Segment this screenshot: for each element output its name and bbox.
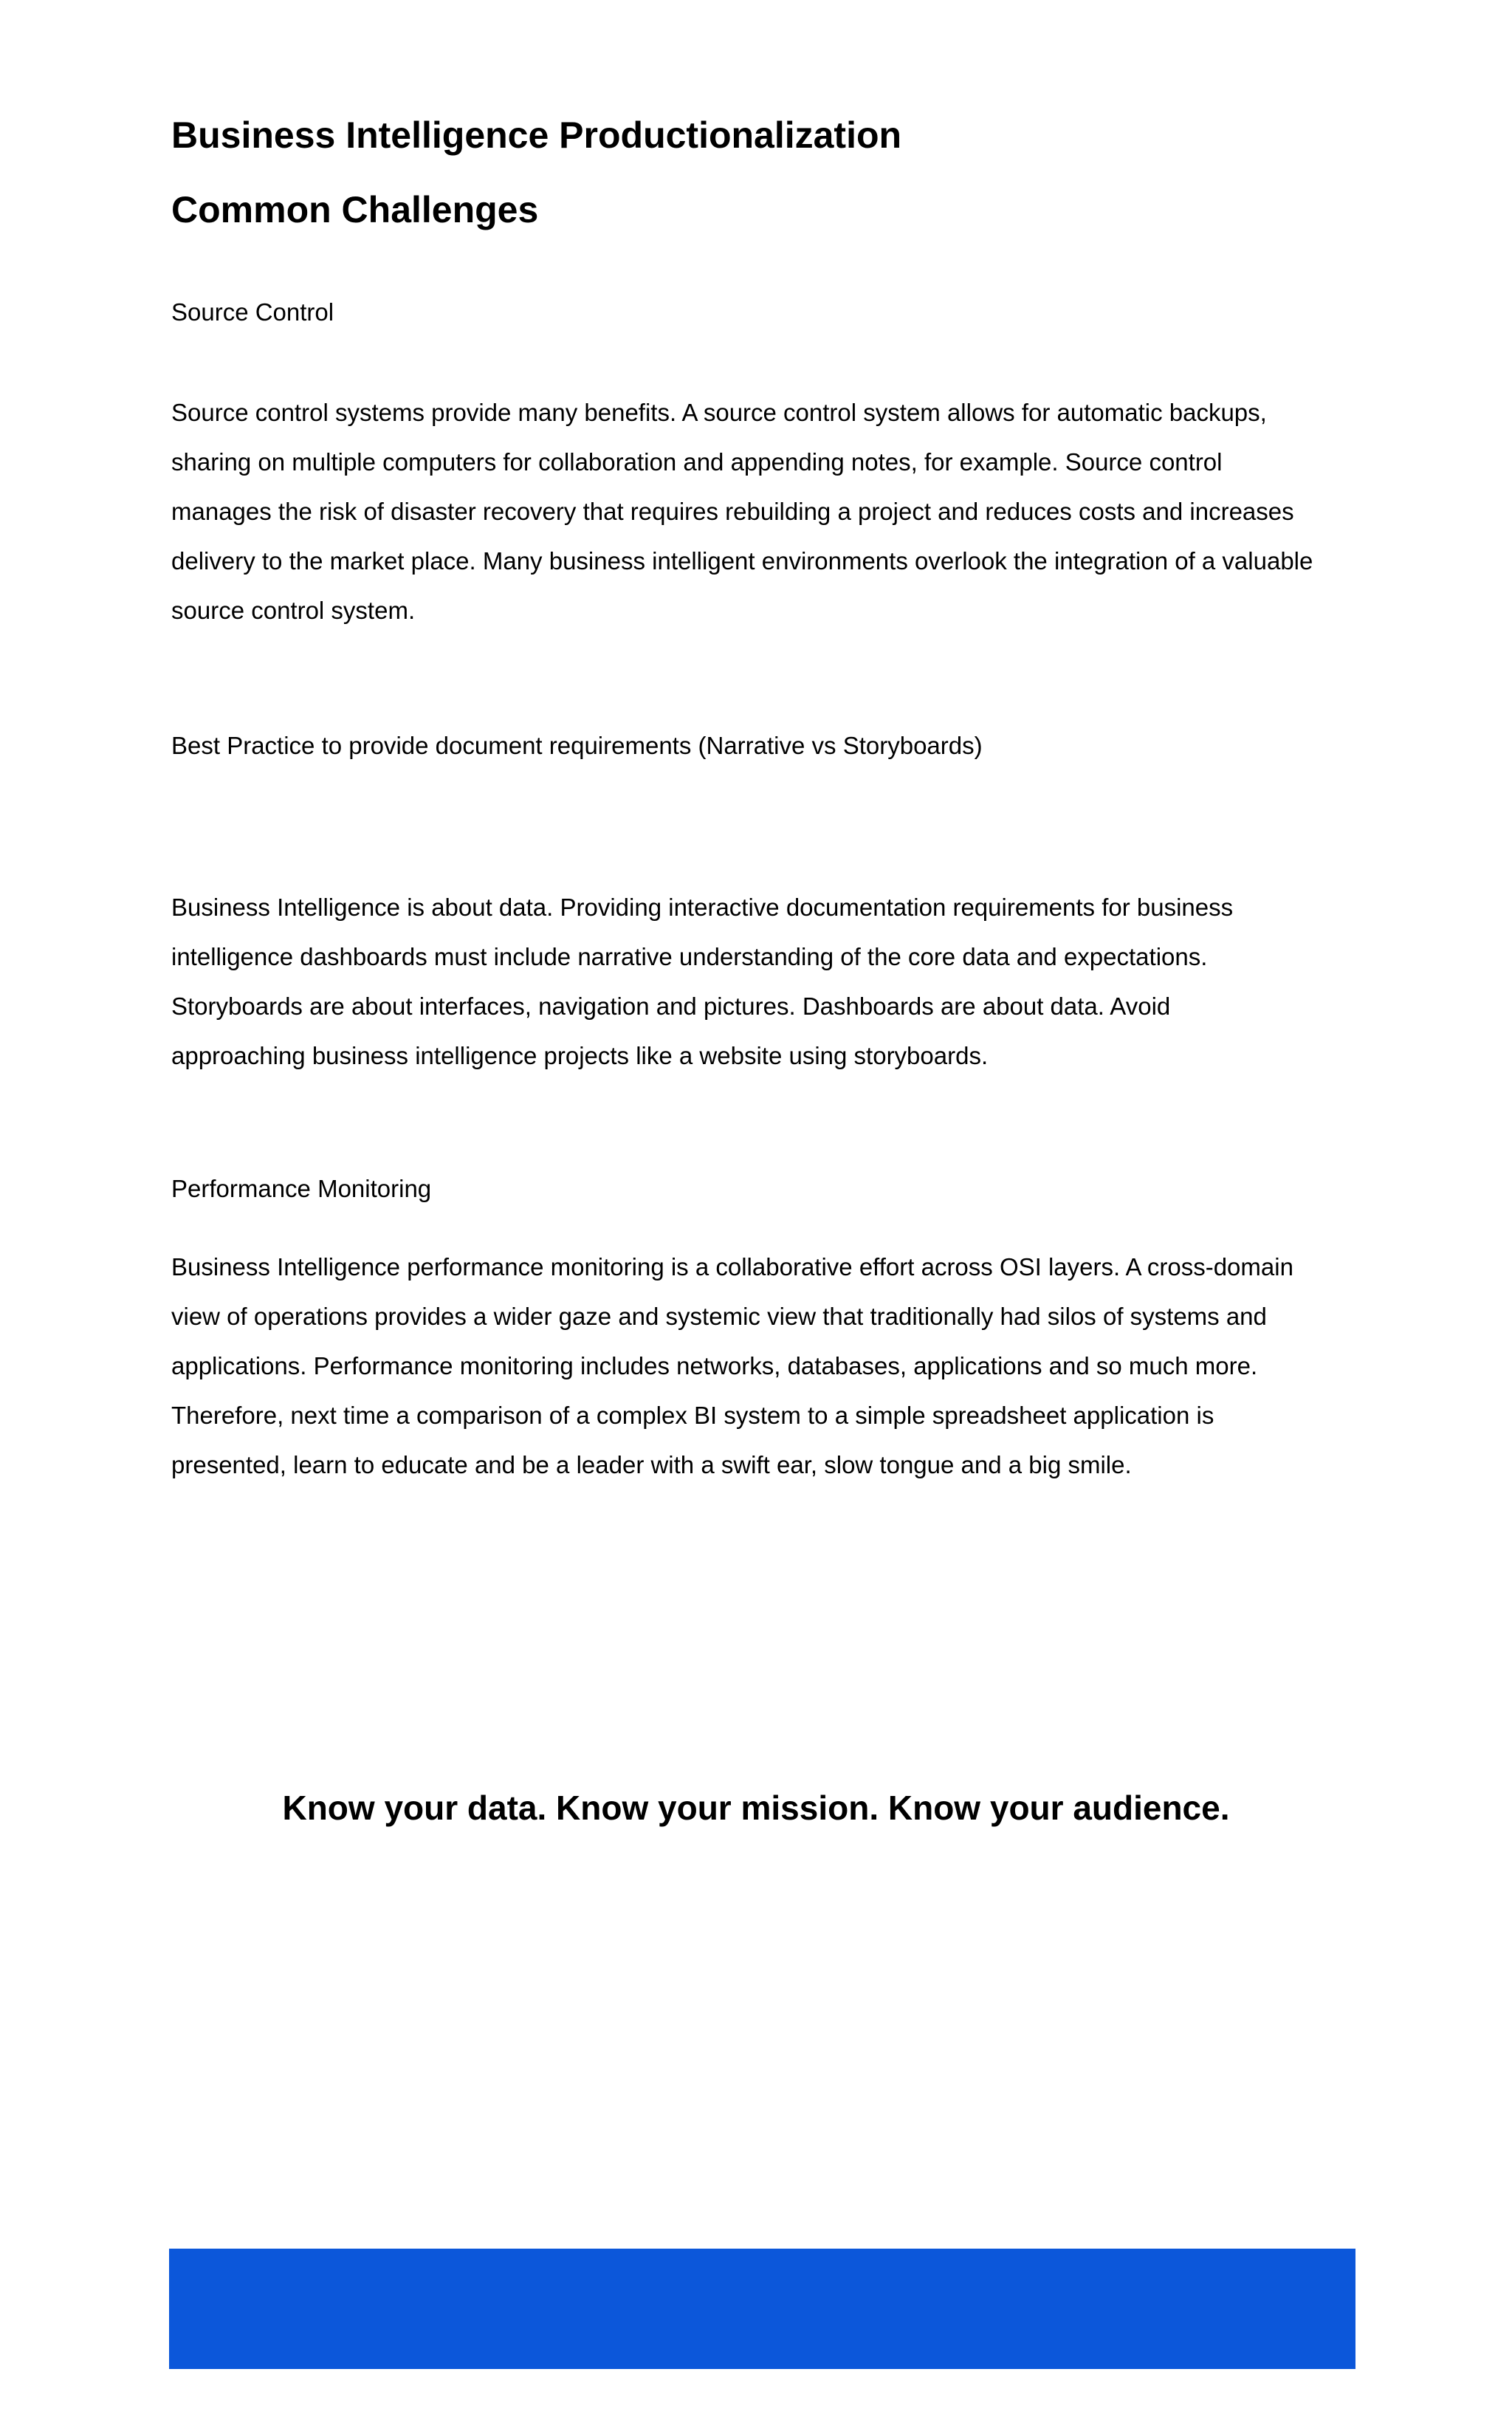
paragraph-line: Source control systems provide many benefits. A source control system allows for automatic backups,: [171, 399, 1267, 426]
paragraph-line: applications. Performance monitoring includes networks, databases, applications and so much more.: [171, 1352, 1258, 1379]
paragraph-line: source control system.: [171, 597, 416, 624]
paragraph-performance-monitoring: [171, 1242, 1338, 1489]
section-heading-best-practice: Best Practice to provide document requirements (Narrative vs Storyboards): [171, 732, 983, 759]
paragraph-line: intelligence dashboards must include narrative understanding of the core data and expectations.: [171, 943, 1208, 970]
footer-bar: [169, 2249, 1355, 2369]
section-heading-performance-monitoring: Performance Monitoring: [171, 1175, 432, 1202]
paragraph-line: approaching business intelligence projects like a website using storyboards.: [171, 1042, 989, 1069]
paragraph-line: Business Intelligence performance monitoring is a collaborative effort across OSI layers. A cross-domain: [171, 1253, 1293, 1281]
paragraph-best-practice: [171, 882, 1338, 1080]
paragraph-line: manages the risk of disaster recovery that requires rebuilding a project and reduces costs and increases: [171, 498, 1294, 525]
paragraph-line: delivery to the market place. Many business intelligent environments overlook the integration of a valuable: [171, 547, 1313, 575]
paragraph-line: presented, learn to educate and be a leader with a swift ear, slow tongue and a big smile.: [171, 1451, 1132, 1478]
tagline: Know your data. Know your mission. Know your audience.: [282, 1789, 1230, 1827]
paragraph-source-control: [171, 388, 1338, 635]
paragraph-line: view of operations provides a wider gaze and systemic view that traditionally had silos of systems and: [171, 1303, 1267, 1330]
paragraph-line: Business Intelligence is about data. Providing interactive documentation requirements for business: [171, 894, 1234, 921]
paragraph-line: Therefore, next time a comparison of a complex BI system to a simple spreadsheet application is: [171, 1402, 1214, 1429]
document-title: Business Intelligence Productionalization: [171, 114, 902, 156]
paragraph-line: Storyboards are about interfaces, navigation and pictures. Dashboards are about data. Avoid: [171, 993, 1171, 1020]
section-heading-source-control: Source Control: [171, 298, 334, 326]
document-subtitle: Common Challenges: [171, 189, 539, 230]
paragraph-line: sharing on multiple computers for collaboration and appending notes, for example. Source control: [171, 448, 1223, 476]
